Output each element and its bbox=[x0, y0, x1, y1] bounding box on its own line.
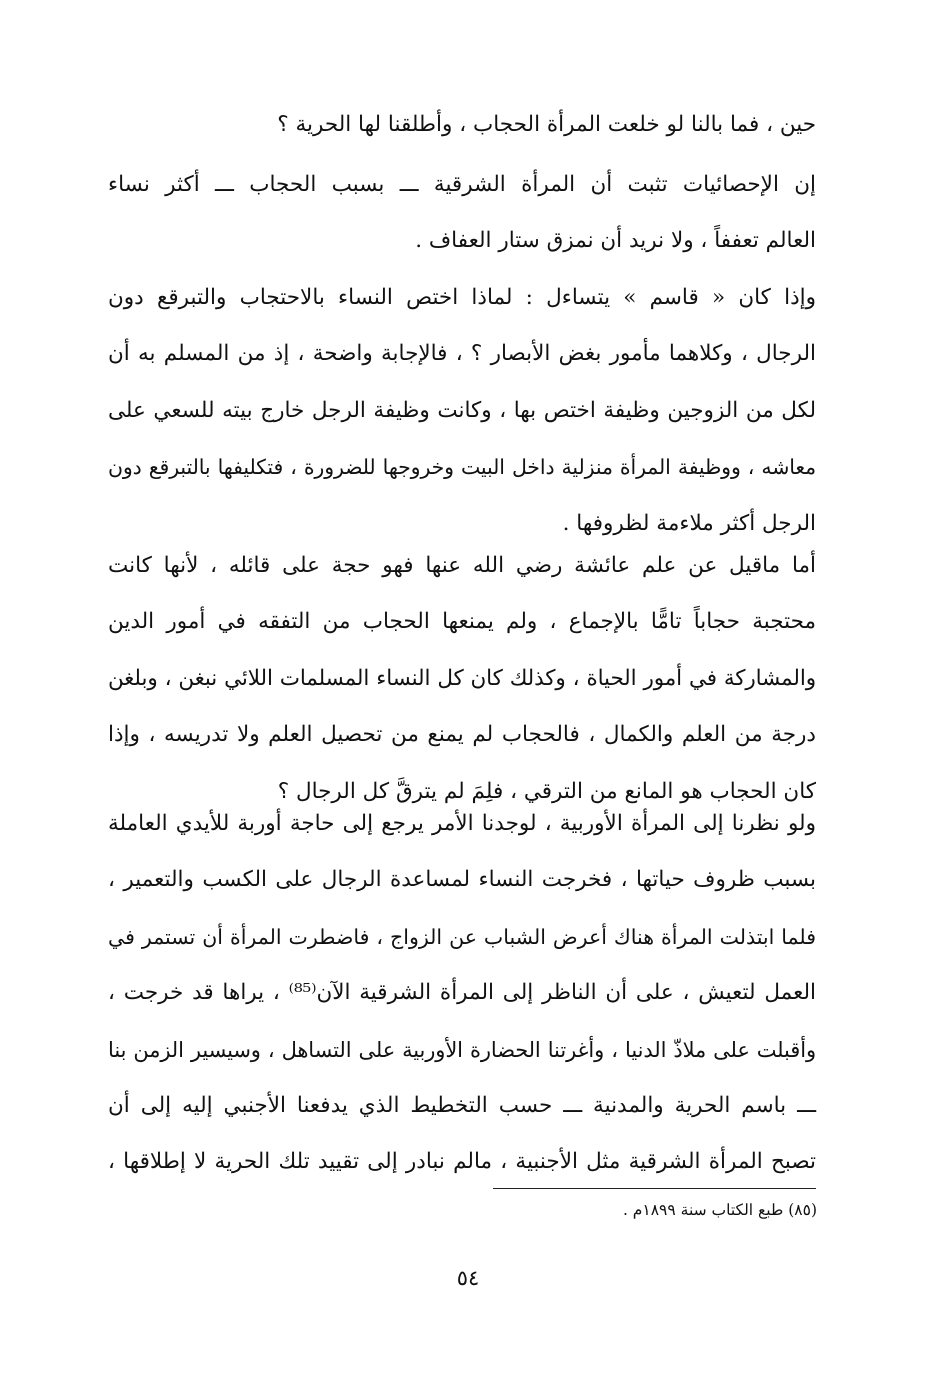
text-line: ـــ باسم الحرية والمدنية ـــ حسب التخطيط الذي يدفعنا الأجنبي إليه إلى أن bbox=[108, 1092, 816, 1118]
text-line: تصبح المرأة الشرقية مثل الأجنبية ، مالم نبادر إلى تقييد تلك الحرية لا إطلاقها ، bbox=[108, 1149, 816, 1175]
footnote: (٨٥) طبع الكتاب سنة ١٨٩٩م . bbox=[622, 1201, 817, 1219]
paragraph-5 bbox=[108, 796, 816, 1191]
text-line: والمشاركة في أمور الحياة ، وكذلك كان كل النساء المسلمات اللائي نبغن ، وبلغن bbox=[108, 665, 816, 691]
page-number: ٥٤ bbox=[456, 1266, 480, 1290]
text-line: إن الإحصائيات تثبت أن المرأة الشرقية ـــ بسبب الحجاب ـــ أكثر نساء bbox=[108, 172, 816, 197]
text-line: ولو نظرنا إلى المرأة الأوربية ، لوجدنا الأمر يرجع إلى حاجة أوربة للأيدي العاملة bbox=[108, 811, 816, 836]
text-line: الرجال ، وكلاهما مأمور بغض الأبصار ؟ ، فالإجابة واضحة ، إذ من المسلم به أن bbox=[108, 341, 816, 367]
text-line: العمل لتعيش ، على أن الناظر إلى المرأة الشرقية الآن⁽⁸⁵⁾ ، يراها قد خرجت ، bbox=[108, 980, 816, 1006]
text-line: معاشه ، ووظيفة المرأة منزلية داخل البيت وخروجها للضرورة ، فتكليفها بالتبرقع دون bbox=[108, 455, 816, 480]
text-line: لكل من الزوجين وظيفة اختص بها ، وكانت وظيفة الرجل خارج بيته للسعي على bbox=[108, 397, 816, 423]
text-line: وإذا كان « قاسم » يتساءل : لماذا اختص النساء بالاحتجاب والتبرقع دون bbox=[108, 285, 816, 310]
text-line: أما ماقيل عن علم عائشة رضي الله عنها فهو حجة على قائله ، لأنها كانت bbox=[108, 553, 816, 578]
text-line: وأقبلت على ملاذّ الدنيا ، وأغرتنا الحضارة الأوربية على التساهل ، وسيسير الزمن بنا bbox=[108, 1037, 816, 1062]
footnote-divider bbox=[493, 1188, 816, 1189]
text-line: حين ، فما بالنا لو خلعت المرأة الحجاب ، وأطلقنا لها الحرية ؟ bbox=[277, 112, 816, 137]
text-line: كان الحجاب هو المانع من الترقي ، فلِمَ لم يترقَّ كل الرجال ؟ bbox=[277, 778, 816, 804]
text-line: العالم تعففاً ، ولا نريد أن نمزق ستار العفاف . bbox=[415, 228, 816, 254]
paragraph-1 bbox=[108, 97, 816, 153]
text-line: محتجبة حجاباً تامًّا بالإجماع ، ولم يمنعها الحجاب من التفقه في أمور الدين bbox=[108, 609, 816, 635]
paragraph-2 bbox=[108, 157, 816, 270]
text-line: فلما ابتذلت المرأة هناك أعرض الشباب عن الزواج ، فاضطرت المرأة أن تستمر في bbox=[108, 924, 816, 949]
text-line: الرجل أكثر ملاءمة لظروفها . bbox=[562, 510, 816, 536]
paragraph-3 bbox=[108, 270, 816, 552]
text-line: بسبب ظروف حياتها ، فخرجت النساء لمساعدة الرجال على الكسب والتعمير ، bbox=[108, 867, 816, 893]
text-line: درجة من العلم والكمال ، فالحجاب لم يمنع من تحصيل العلم ولا تدريسه ، وإذا bbox=[108, 722, 816, 748]
paragraph-4 bbox=[108, 538, 816, 820]
